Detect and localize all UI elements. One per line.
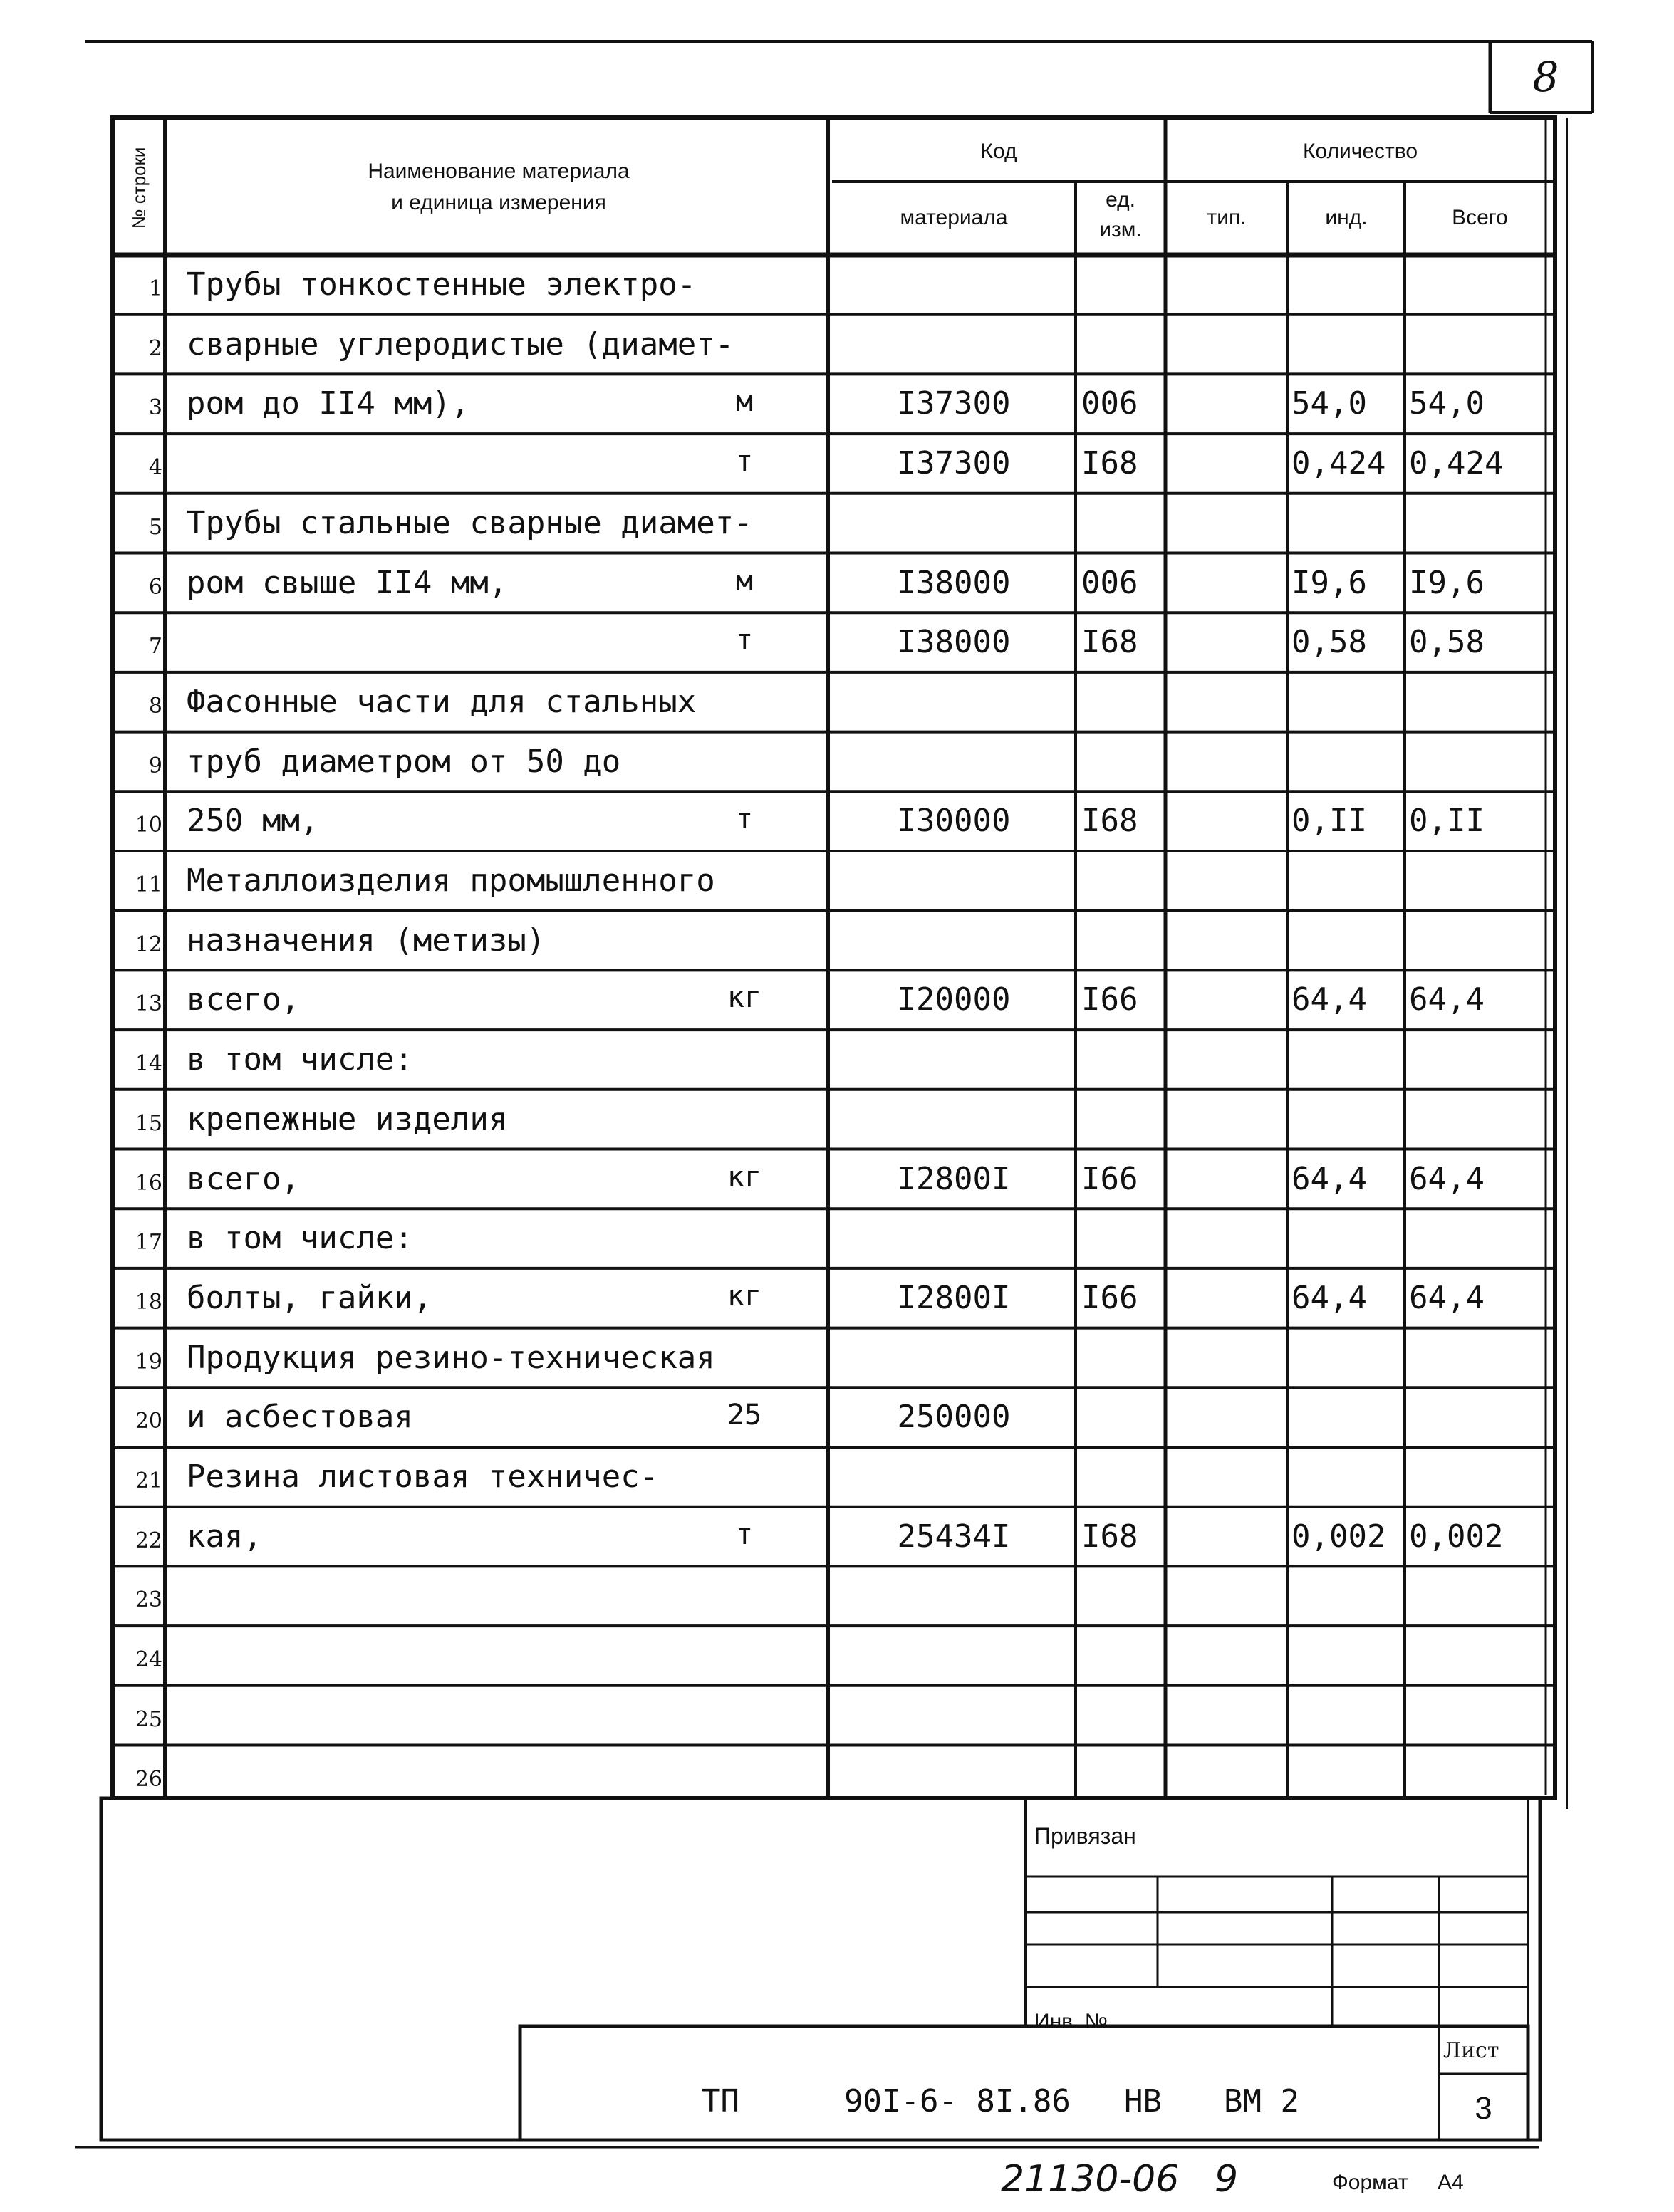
designation-tp: ТП bbox=[702, 2083, 739, 2119]
table-row bbox=[0, 970, 1674, 1030]
table-row bbox=[0, 1566, 1674, 1626]
format-label: Формат bbox=[1332, 2171, 1408, 2194]
row-total: 0,002 bbox=[1409, 1518, 1504, 1555]
table-row bbox=[0, 1268, 1674, 1328]
row-code: I37300 bbox=[897, 445, 1011, 482]
row-number: 25 bbox=[135, 1706, 162, 1732]
designation-hb: НВ bbox=[1124, 2083, 1162, 2119]
row-total: I9,6 bbox=[1409, 564, 1485, 601]
row-number: 13 bbox=[135, 991, 162, 1017]
table-row bbox=[0, 1447, 1674, 1507]
row-name: Фасонные части для стальных bbox=[187, 683, 697, 720]
row-ed: 006 bbox=[1081, 385, 1138, 422]
row-name: 250 мм, bbox=[187, 803, 319, 840]
table-row bbox=[0, 255, 1674, 315]
row-number: 6 bbox=[148, 574, 162, 600]
row-name: Продукция резино-техническая bbox=[187, 1339, 715, 1376]
table-row bbox=[0, 612, 1674, 672]
row-number: 22 bbox=[135, 1528, 162, 1553]
row-unit: кг bbox=[727, 981, 762, 1015]
format-value: А4 bbox=[1438, 2171, 1464, 2194]
header-quantity: Количество bbox=[1302, 140, 1418, 163]
table-row bbox=[0, 494, 1674, 553]
row-code: I38000 bbox=[897, 564, 1011, 601]
table-row bbox=[0, 374, 1674, 434]
row-name: назначения (метизы) bbox=[187, 922, 546, 959]
table-row bbox=[0, 553, 1674, 613]
row-total: 54,0 bbox=[1409, 385, 1485, 422]
designation-code: 90I-6- 8I.86 bbox=[844, 2083, 1071, 2119]
row-name: и асбестовая bbox=[187, 1399, 413, 1436]
row-number: 16 bbox=[135, 1170, 162, 1196]
header-code: Код bbox=[980, 140, 1017, 163]
row-unit: кг bbox=[727, 1279, 762, 1313]
row-ed: I68 bbox=[1081, 624, 1138, 661]
row-ed: I68 bbox=[1081, 1518, 1138, 1555]
row-number: 15 bbox=[135, 1110, 162, 1136]
row-name: Металлоизделия промышленного bbox=[187, 862, 715, 899]
row-name: труб диаметром от 50 до bbox=[187, 743, 621, 780]
row-name: всего, bbox=[187, 1160, 300, 1197]
row-name: болты, гайки, bbox=[187, 1279, 432, 1316]
table-row bbox=[0, 434, 1674, 494]
page-number: 8 bbox=[1532, 53, 1559, 101]
row-ind: 54,0 bbox=[1291, 385, 1367, 422]
table-row bbox=[0, 1626, 1674, 1686]
row-name: ром до II4 мм), bbox=[187, 385, 470, 422]
stamp-attached: Привязан bbox=[1034, 1823, 1136, 1849]
row-ind: 64,4 bbox=[1291, 1279, 1367, 1316]
archive-number: 21130-06 bbox=[1001, 2158, 1180, 2201]
row-code: 25434I bbox=[897, 1518, 1011, 1555]
row-unit: м bbox=[735, 564, 754, 598]
row-code: I38000 bbox=[897, 624, 1011, 661]
row-ind: 64,4 bbox=[1291, 1160, 1367, 1197]
table-row bbox=[0, 1686, 1674, 1746]
table-row bbox=[0, 732, 1674, 792]
row-name: Трубы стальные сварные диамет- bbox=[187, 504, 753, 541]
row-code: I30000 bbox=[897, 803, 1011, 840]
header-name-line1: Наименование материала bbox=[368, 160, 630, 183]
row-number: 11 bbox=[135, 872, 162, 897]
row-total: 64,4 bbox=[1409, 1279, 1485, 1316]
row-ind: 0,58 bbox=[1291, 624, 1367, 661]
row-number: 7 bbox=[148, 634, 162, 659]
row-unit: м bbox=[735, 385, 754, 419]
table-row bbox=[0, 851, 1674, 911]
table-row bbox=[0, 1507, 1674, 1567]
row-total: 64,4 bbox=[1409, 1160, 1485, 1197]
row-name: Трубы тонкостенные электро- bbox=[187, 266, 697, 303]
table-row bbox=[0, 1209, 1674, 1268]
table-row bbox=[0, 1030, 1674, 1090]
header-name-line2: и единица измерения bbox=[391, 191, 606, 214]
row-total: 0,424 bbox=[1409, 445, 1504, 482]
row-number: 20 bbox=[135, 1409, 162, 1434]
header-qty-ind: инд. bbox=[1325, 206, 1368, 229]
row-number: 12 bbox=[135, 932, 162, 957]
table-row bbox=[0, 315, 1674, 375]
row-ed: I66 bbox=[1081, 1160, 1138, 1197]
row-number: 8 bbox=[148, 693, 162, 719]
table-row bbox=[0, 911, 1674, 971]
row-total: 0,58 bbox=[1409, 624, 1485, 661]
row-code: I2800I bbox=[897, 1279, 1011, 1316]
designation-vm: ВМ 2 bbox=[1224, 2083, 1299, 2119]
row-number: 4 bbox=[148, 455, 162, 481]
row-code: 250000 bbox=[897, 1399, 1011, 1436]
row-name: ром свыше II4 мм, bbox=[187, 564, 508, 601]
row-number: 10 bbox=[135, 813, 162, 838]
header-row-no-text: № строки bbox=[128, 147, 150, 229]
row-number: 1 bbox=[148, 276, 162, 301]
row-number: 21 bbox=[135, 1468, 162, 1493]
header-code-unit-line2: изм. bbox=[1099, 218, 1142, 241]
row-ind: 0,424 bbox=[1291, 445, 1386, 482]
row-number: 14 bbox=[135, 1051, 162, 1077]
table-row bbox=[0, 1149, 1674, 1209]
header-qty-total: Всего bbox=[1452, 206, 1508, 229]
row-unit: т bbox=[735, 624, 754, 657]
table-row bbox=[0, 1387, 1674, 1447]
row-ind: 0,002 bbox=[1291, 1518, 1386, 1555]
row-ed: I68 bbox=[1081, 803, 1138, 840]
row-unit: 25 bbox=[727, 1399, 762, 1432]
row-name: сварные углеродистые (диамет- bbox=[187, 325, 734, 362]
row-name: всего, bbox=[187, 981, 300, 1018]
table-row bbox=[0, 791, 1674, 851]
row-code: I20000 bbox=[897, 981, 1011, 1018]
row-number: 19 bbox=[135, 1349, 162, 1374]
row-number: 24 bbox=[135, 1647, 162, 1673]
row-ed: 006 bbox=[1081, 564, 1138, 601]
row-number: 17 bbox=[135, 1230, 162, 1256]
row-code: I2800I bbox=[897, 1160, 1011, 1197]
archive-sheet: 9 bbox=[1215, 2158, 1239, 2201]
row-ind: 0,II bbox=[1291, 803, 1367, 840]
row-name: Резина листовая техничес- bbox=[187, 1459, 659, 1495]
row-name: кая, bbox=[187, 1518, 262, 1555]
table-row bbox=[0, 672, 1674, 732]
row-unit: т bbox=[735, 1518, 754, 1551]
row-number: 26 bbox=[135, 1766, 162, 1792]
header-code-unit-line1: ед. bbox=[1106, 188, 1135, 212]
row-unit: кг bbox=[727, 1160, 762, 1194]
row-ed: I66 bbox=[1081, 981, 1138, 1018]
row-number: 23 bbox=[135, 1587, 162, 1613]
table-row bbox=[0, 1328, 1674, 1388]
sheet-label: Лист bbox=[1443, 2038, 1499, 2063]
header-code-material: материала bbox=[900, 206, 1008, 229]
header-row-no bbox=[107, 125, 171, 251]
row-name: в том числе: bbox=[187, 1041, 413, 1078]
row-ed: I66 bbox=[1081, 1279, 1138, 1316]
row-ind: I9,6 bbox=[1291, 564, 1367, 601]
row-code: I37300 bbox=[897, 385, 1011, 422]
row-name: в том числе: bbox=[187, 1220, 413, 1257]
row-number: 2 bbox=[148, 335, 162, 361]
row-total: 64,4 bbox=[1409, 981, 1485, 1018]
stamp-inv-no: Инв. № bbox=[1034, 2010, 1108, 2033]
table-row bbox=[0, 1746, 1674, 1805]
row-unit: т bbox=[735, 445, 754, 479]
header-qty-type: тип. bbox=[1207, 206, 1247, 229]
row-name: крепежные изделия bbox=[187, 1100, 508, 1137]
row-number: 18 bbox=[135, 1289, 162, 1315]
row-number: 5 bbox=[148, 514, 162, 540]
sheet-value: 3 bbox=[1475, 2091, 1492, 2126]
row-total: 0,II bbox=[1409, 803, 1485, 840]
row-unit: т bbox=[735, 803, 754, 836]
row-number: 9 bbox=[148, 753, 162, 778]
row-ind: 64,4 bbox=[1291, 981, 1367, 1018]
table-row bbox=[0, 1090, 1674, 1149]
row-ed: I68 bbox=[1081, 445, 1138, 482]
row-number: 3 bbox=[148, 395, 162, 421]
